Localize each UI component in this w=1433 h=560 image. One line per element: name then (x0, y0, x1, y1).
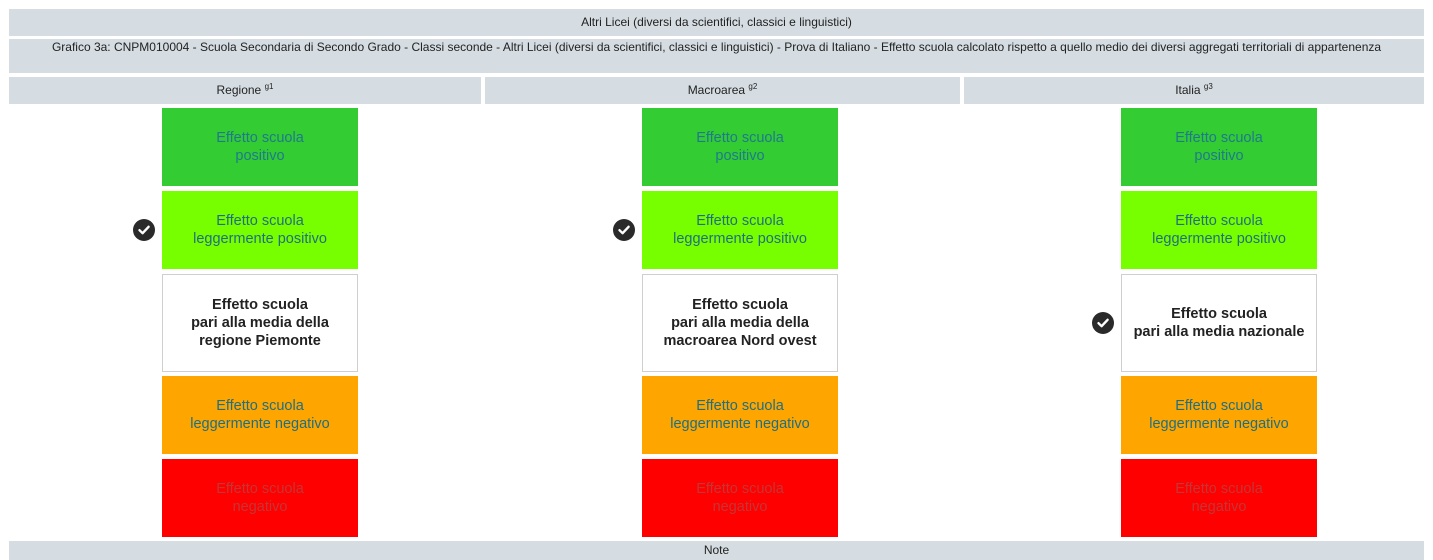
check-circle-icon (613, 219, 635, 241)
column-header-macroarea (485, 77, 960, 104)
effect-box-label: Effetto scuola leggermente negativo (1149, 398, 1289, 432)
effect-box-label: Effetto scuola pari alla media della regione Piemonte (191, 297, 329, 349)
note-reference-link[interactable]: g1 (264, 82, 274, 91)
effect-box-label: Effetto scuola pari alla media della macroarea Nord ovest (663, 297, 817, 349)
effect-box-label: Effetto scuola leggermente positivo (673, 213, 807, 247)
chart-caption: Grafico 3a: CNPM010004 - Scuola Secondaria di Secondo Grado - Classi seconde - Altri Licei (diversi da scientifici, classici e linguistici) - Prova di Italiano - Effetto scuola calcolato rispetto a quello medio dei diversi aggregati territoriali di appartenenza (9, 39, 1424, 73)
effect-box-label: Effetto scuola positivo (1175, 130, 1263, 164)
column-header-italia (964, 77, 1424, 104)
effect-box-positive (162, 108, 358, 186)
notes-bar: Note (9, 541, 1424, 560)
note-reference-link[interactable]: g2 (748, 82, 758, 91)
effect-box-label: Effetto scuola leggermente positivo (193, 213, 327, 247)
effect-box-negative (1121, 459, 1317, 537)
effect-box-negative (642, 459, 838, 537)
effect-box-slightly-positive (162, 191, 358, 269)
effect-box-positive (1121, 108, 1317, 186)
effect-box-label: Effetto scuola leggermente positivo (1152, 213, 1286, 247)
column-header-regione (9, 77, 481, 104)
check-circle-icon (1092, 312, 1114, 334)
effect-box-label: Effetto scuola negativo (1175, 481, 1263, 515)
effect-box-label: Effetto scuola pari alla media nazionale (1133, 306, 1305, 340)
effect-box-label: Effetto scuola leggermente negativo (670, 398, 810, 432)
effect-box-label: Effetto scuola leggermente negativo (190, 398, 330, 432)
effect-box-label: Effetto scuola positivo (216, 130, 304, 164)
effect-box-slightly-positive (642, 191, 838, 269)
check-circle-icon (133, 219, 155, 241)
effect-box-positive (642, 108, 838, 186)
effect-box-average (162, 274, 358, 372)
effect-box-average (642, 274, 838, 372)
effect-box-label: Effetto scuola negativo (696, 481, 784, 515)
panel-title: Altri Licei (diversi da scientifici, classici e linguistici) (9, 9, 1424, 36)
note-reference-link[interactable]: g3 (1203, 82, 1213, 91)
column-header-label: Macroarea (687, 83, 746, 97)
effect-box-slightly-positive (1121, 191, 1317, 269)
effect-box-slightly-negative (642, 376, 838, 454)
effect-box-label: Effetto scuola positivo (696, 130, 784, 164)
effect-box-label: Effetto scuola negativo (216, 481, 304, 515)
effect-box-slightly-negative (1121, 376, 1317, 454)
effect-box-average (1121, 274, 1317, 372)
column-header-label: Regione (216, 83, 262, 97)
effect-box-negative (162, 459, 358, 537)
column-header-label: Italia (1175, 83, 1201, 97)
effect-box-slightly-negative (162, 376, 358, 454)
